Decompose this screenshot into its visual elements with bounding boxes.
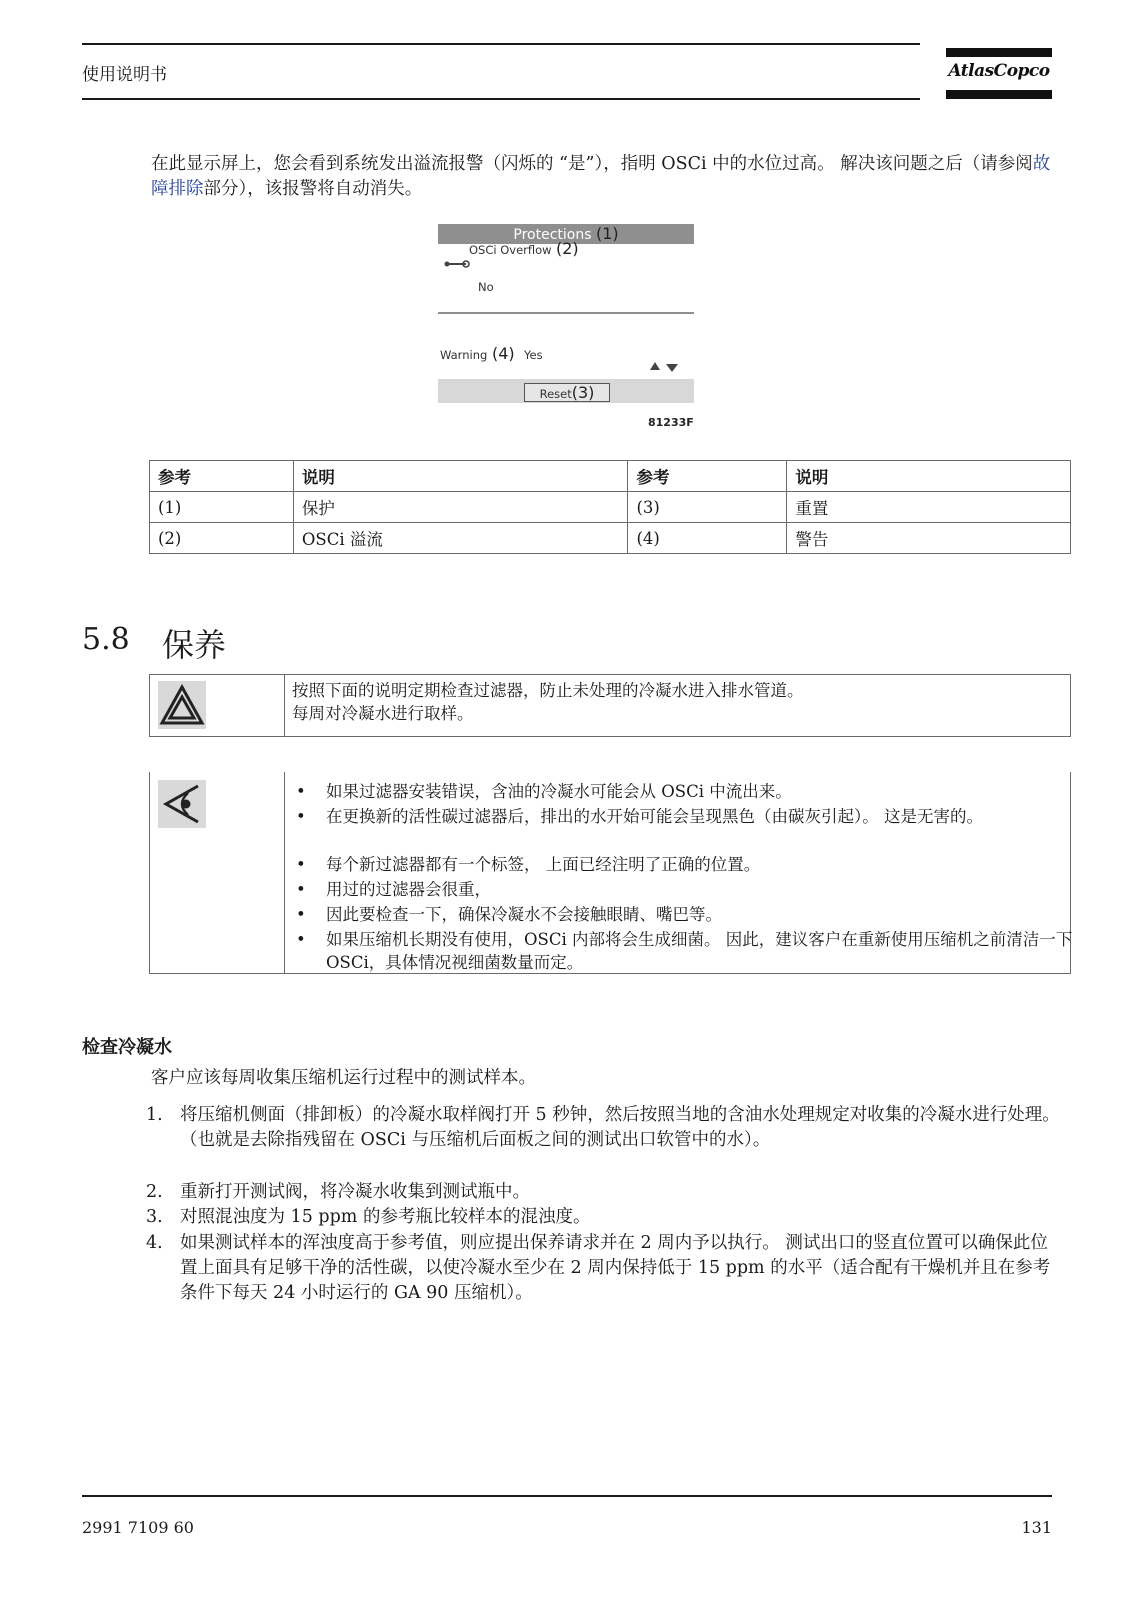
warning-line: 每周对冷凝水进行取样。 (292, 704, 474, 723)
warning-value: Yes (524, 348, 543, 362)
table-header-cell: 说明 (293, 461, 628, 492)
reset-button[interactable] (524, 383, 610, 402)
table-cell: (4) (628, 523, 787, 554)
figure-code: 81233F (648, 416, 694, 429)
note-box: • 如果过滤器安装错误，含油的冷凝水可能会从 OSCi 中流出来。 • 在更换新的活性碳过滤器后，排出的水开始可能会呈现黑色（由碳灰引起）。 这是无害的。 • 每个新过滤器都有一个标签， 上面已经注明了正确的位置。 • 用过的过滤器会很重， • 因此要检查一下，确保冷凝水不会接触眼睛、嘴巴等。 • 如果压缩机长期没有使用，OSCi 内部将会生成细菌。 因此，建议客户在重新使用压缩机之前清洁一下 OSCi，具体情况视细菌数量而定。 (149, 772, 1071, 974)
screen-title-callout: (1) (595, 224, 619, 243)
footer-rule (82, 1495, 1052, 1497)
key-icon (444, 254, 470, 273)
table-row (150, 492, 1071, 523)
header-rule-top (82, 43, 920, 45)
section-title: 保养 (162, 626, 227, 664)
table-cell: 保护 (293, 492, 628, 523)
warning-triangle-icon (158, 681, 206, 733)
doc-number: 2991 7109 60 (82, 1518, 194, 1537)
manual-title: 使用说明书 (82, 65, 167, 85)
eye-icon (158, 780, 206, 832)
warning-line: 按照下面的说明定期检查过滤器，防止未处理的冷凝水进入排水管道。 (292, 681, 804, 700)
table-cell: (2) (150, 523, 294, 554)
table-header-cell: 参考 (628, 461, 787, 492)
warning-label: Warning (440, 348, 488, 362)
table-cell: OSCi 溢流 (293, 523, 628, 554)
screen-divider (438, 312, 694, 314)
table-header-cell: 参考 (150, 461, 294, 492)
reset-label: Reset (539, 387, 572, 401)
down-arrow-icon[interactable] (666, 364, 678, 372)
intro-text-1: 在此显示屏上，您会看到系统发出溢流报警（闪烁的 “是”），指明 OSCi 中的水位过高。 解决该问题之后（请参阅 (151, 154, 1033, 174)
header-rule-bottom (82, 98, 920, 100)
reset-callout: (3) (571, 383, 595, 402)
troubleshooting-link[interactable]: 故障排除 (151, 154, 1051, 199)
check-intro: 客户应该每周收集压缩机运行过程中的测试样本。 (151, 1068, 536, 1088)
atlas-copco-logo: AtlasCopco (946, 46, 1052, 100)
table-cell: (1) (150, 492, 294, 523)
subsection-title: 检查冷凝水 (82, 1037, 172, 1058)
table-header-cell: 说明 (787, 461, 1071, 492)
reference-table (149, 460, 1071, 554)
intro-paragraph (151, 152, 1061, 202)
protections-screen (438, 224, 694, 430)
page-number: 131 (1021, 1518, 1052, 1537)
table-cell: 警告 (787, 523, 1071, 554)
intro-text-2: 部分），该报警将自动消失。 (203, 179, 423, 199)
osci-overflow-label: OSCi Overflow (469, 243, 552, 257)
section-number: 5.8 (82, 622, 130, 657)
table-cell: 重置 (787, 492, 1071, 523)
table-header-row (150, 461, 1071, 492)
osci-overflow-value: No (478, 280, 494, 294)
osci-overflow-callout: (2) (556, 239, 579, 258)
table-cell: (3) (628, 492, 787, 523)
screen-title: Protections (513, 227, 592, 243)
up-arrow-icon[interactable] (650, 362, 660, 370)
warning-box (149, 674, 1071, 737)
table-row (150, 523, 1071, 554)
warning-callout: (4) (492, 344, 515, 363)
